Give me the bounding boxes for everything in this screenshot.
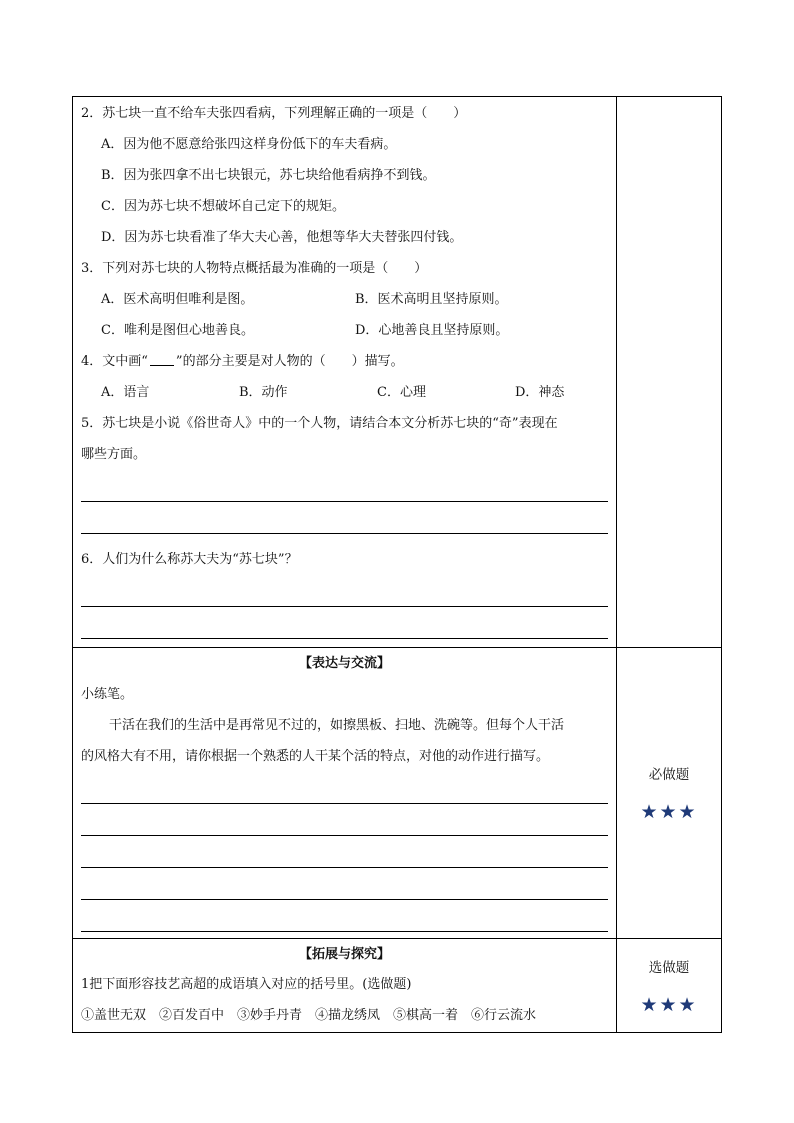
q3-options-row2 <box>73 315 616 346</box>
answer-line[interactable] <box>81 868 608 900</box>
q4-option-d: D．神态 <box>515 385 565 400</box>
star-rating: ★★★ <box>640 801 698 823</box>
extension-side-cell <box>617 939 722 1033</box>
q4-stem-after: ”的部分主要是对人物的（ ）描写。 <box>175 354 404 369</box>
extension-instruction: 1把下面形容技艺高超的成语填入对应的括号里。(选做题) <box>81 977 412 992</box>
q3-stem: 3．下列对苏七块的人物特点概括最为准确的一项是（ ） <box>81 261 428 276</box>
q4-option-a: A．语言 <box>101 385 150 400</box>
optional-label: 选做题 <box>648 959 690 976</box>
answer-line[interactable] <box>81 502 608 534</box>
idiom-list: ①盖世无双 ②百发百中 ③妙手丹青 ④描龙绣凤 ⑤棋高一着 ⑥行云流水 <box>81 1008 537 1023</box>
underline-mark <box>150 351 174 366</box>
reading-side-cell <box>617 97 722 648</box>
paragraph-text: 干活在我们的生活中是再常见不过的，如擦黑板、扫地、洗碗等。但每个人干活 <box>109 718 565 733</box>
reading-row <box>73 97 722 648</box>
q4-stem <box>73 346 616 377</box>
q3-options-row1 <box>73 284 616 315</box>
answer-line[interactable] <box>81 772 608 804</box>
extension-row <box>73 939 722 1033</box>
extension-cell <box>73 939 617 1033</box>
section-title: 【表达与交流】 <box>298 656 390 671</box>
expression-row <box>73 648 722 939</box>
required-label: 必做题 <box>648 767 690 783</box>
worksheet-page <box>72 96 721 1033</box>
answer-line[interactable] <box>81 575 608 607</box>
answer-line[interactable] <box>81 836 608 868</box>
q2-option-c: C．因为苏七块不想破坏自己定下的规矩。 <box>101 199 345 214</box>
q4-option-c: C．心理 <box>377 385 426 400</box>
q4-options <box>73 377 616 408</box>
answer-line[interactable] <box>81 900 608 932</box>
worksheet-table <box>72 96 722 1033</box>
q3-option-d: D．心地善良且坚持原则。 <box>355 323 509 338</box>
q2-option-d: D．因为苏七块看准了华大夫心善，他想等华大夫替张四付钱。 <box>101 230 463 245</box>
star-rating: ★★★ <box>640 993 698 1016</box>
q5-stem-line1: 5．苏七块是小说《俗世奇人》中的一个人物，请结合本文分析苏七块的“奇”表现在 <box>81 416 558 431</box>
q3-option-b: B．医术高明且坚持原则。 <box>355 292 508 307</box>
q4-option-b: B．动作 <box>239 385 288 400</box>
q4-stem-before: 4．文中画“ <box>81 354 148 369</box>
q5-stem-line2: 哪些方面。 <box>81 447 147 462</box>
exercise-paragraph-line1 <box>73 710 616 741</box>
q3-option-c: C．唯利是图但心地善良。 <box>101 323 254 338</box>
q2-option-b: B．因为张四拿不出七块银元，苏七块给他看病挣不到钱。 <box>101 168 436 183</box>
reading-cell <box>73 97 617 648</box>
expression-cell <box>73 648 617 939</box>
q2-option-a: A．因为他不愿意给张四这样身份低下的车夫看病。 <box>101 137 397 152</box>
exercise-paragraph-line2: 的风格大有不用，请你根据一个熟悉的人干某个活的特点，对他的动作进行描写。 <box>81 749 550 764</box>
q6-stem: 6．人们为什么称苏大夫为“苏七块”？ <box>81 552 298 567</box>
q3-option-a: A．医术高明但唯利是图。 <box>101 292 254 307</box>
answer-line[interactable] <box>81 470 608 502</box>
expression-side-cell <box>617 648 722 939</box>
exercise-subtitle: 小练笔。 <box>81 687 134 702</box>
answer-line[interactable] <box>81 804 608 836</box>
answer-line[interactable] <box>81 607 608 639</box>
section-title: 【拓展与探究】 <box>298 947 390 962</box>
q2-stem: 2．苏七块一直不给车夫张四看病，下列理解正确的一项是（ ） <box>81 106 467 121</box>
